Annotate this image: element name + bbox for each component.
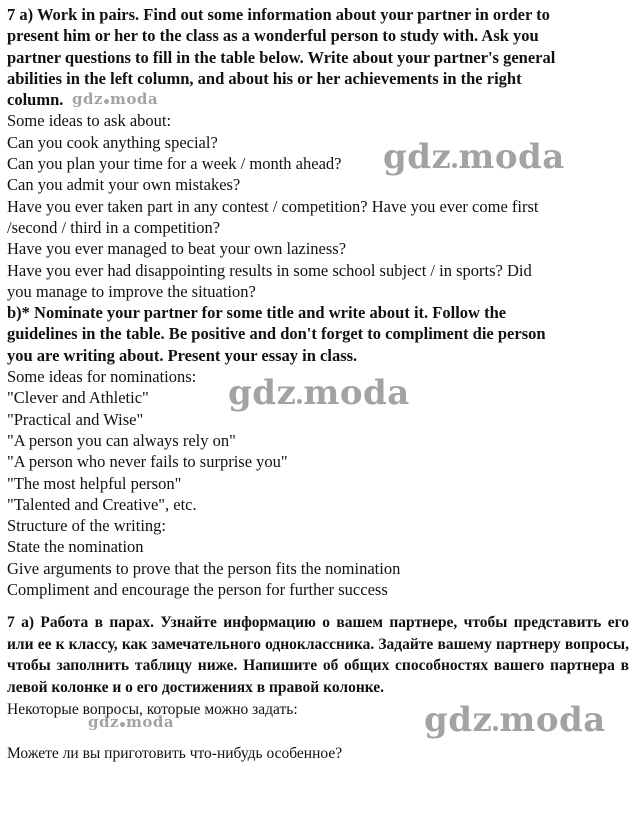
task-a-heading-line: present him or her to the class as a wonderful person to study with. Ask you <box>7 26 539 46</box>
task-a-heading-line: partner questions to fill in the table below. Write about your partner's general <box>7 47 556 67</box>
question-item: you manage to improve the situation? <box>7 281 256 301</box>
nomination-item: "Clever and Athletic" <box>7 388 149 408</box>
task-a-heading-line: 7 a) Work in pairs. Find out some information about your partner in order to <box>7 5 550 24</box>
question-item: Have you ever had disappointing results in some school subject / in sports? Did <box>7 260 532 280</box>
task-b-heading-line: guidelines in the table. Be positive and don't forget to compliment die person <box>7 324 546 344</box>
structure-item: Compliment and encourage the person for further success <box>7 580 388 600</box>
question-item: /second / third in a competition? <box>7 217 221 237</box>
watermark-logo: gdz moda <box>424 700 606 740</box>
translation-ideas-title: Некоторые вопросы, которые можно задать: <box>7 701 298 719</box>
nomination-item: "Practical and Wise" <box>7 409 144 429</box>
task-b-heading-line: you are writing about. Present your essay in class. <box>7 345 358 365</box>
task-a-heading-line: column. <box>7 90 64 110</box>
translation-first-question: Можете ли вы приготовить что-нибудь особенное? <box>7 744 343 762</box>
ideas-title: Some ideas to ask about: <box>7 111 172 131</box>
structure-item: Give arguments to prove that the person fits the nomination <box>7 558 401 578</box>
structure-title: Structure of the writing: <box>7 516 167 536</box>
nomination-item: "A person you can always rely on" <box>7 430 236 450</box>
question-item: Can you plan your time for a week / month ahead? <box>7 154 342 174</box>
structure-item: State the nomination <box>7 537 144 557</box>
task-b-section <box>7 302 629 600</box>
question-item: Can you admit your own mistakes? <box>7 175 241 195</box>
task-a-heading-line: abilities in the left column, and about his or her achievements in the right <box>7 68 522 88</box>
question-item: Can you cook anything special? <box>7 132 218 152</box>
question-item: Have you ever managed to beat your own laziness? <box>7 239 347 259</box>
watermark-logo: gdz moda <box>88 713 175 731</box>
nomination-item: "A person who never fails to surprise you" <box>7 452 288 472</box>
translation-section <box>7 612 629 764</box>
watermark-logo: gdz moda <box>72 90 159 108</box>
nominations-title: Some ideas for nominations: <box>7 367 197 387</box>
nomination-item: "The most helpful person" <box>7 473 182 493</box>
nomination-item: "Talented and Creative", etc. <box>7 494 197 514</box>
translation-heading: 7 а) Работа в парах. Узнайте информацию о вашем партнере, чтобы представить его или ее к классу, как замечательного одноклассника. Задайте вашему партнеру вопросы, чтобы заполнить таблицу ниже. Напишите об общих способностях вашего партнера в левой колонке и о его достижениях в правой колонке. <box>7 614 629 696</box>
question-item: Have you ever taken part in any contest / competition? Have you ever come first <box>7 196 539 216</box>
watermark-logo: gdz moda <box>383 137 565 177</box>
task-b-heading-line: b)* Nominate your partner for some title and write about it. Follow the <box>7 303 507 323</box>
watermark-logo: gdz moda <box>228 373 410 413</box>
